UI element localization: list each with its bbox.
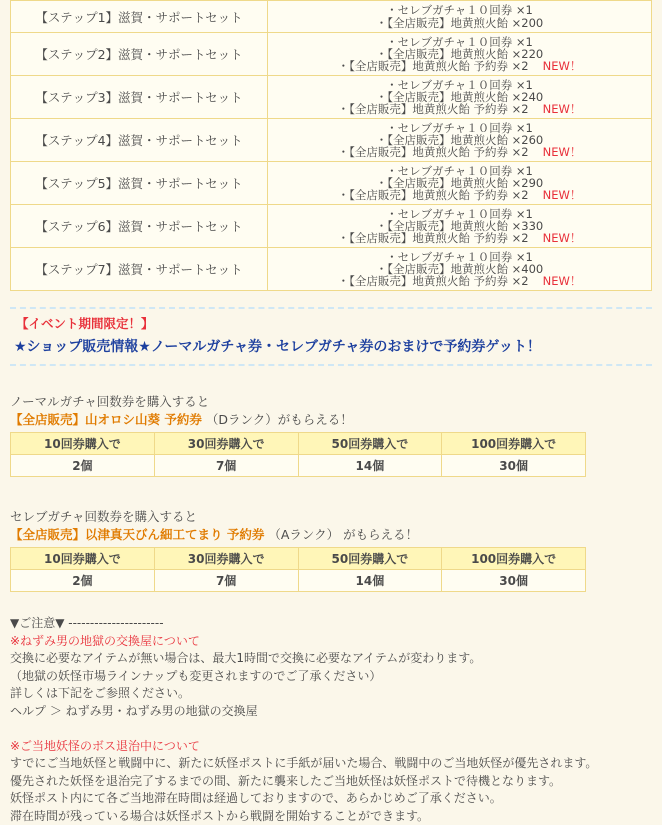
reward-text: ・【全店販売】地黄煎火飴 ×200 xyxy=(376,16,544,30)
reward-line xyxy=(268,17,651,29)
normal-gacha-section xyxy=(10,393,652,477)
page-content xyxy=(10,0,652,825)
reward-text: ・【全店販売】地黄煎火飴 ×220 xyxy=(376,47,544,61)
note-line: 滞在時間が残っている場合は妖怪ポストから戦闘を開始することができます。 xyxy=(10,808,652,825)
reward-text: ・【全店販売】地黄煎火飴 予約券 ×2 xyxy=(338,188,529,202)
reward-text: ・セレブガチャ１０回券 ×1 xyxy=(386,207,533,221)
reward-text: ・【全店販売】地黄煎火飴 予約券 ×2 xyxy=(338,145,529,159)
step-rewards xyxy=(268,76,652,119)
table-header-cell: 30回券購入で xyxy=(154,548,298,570)
normal-reward-rank: （Dランク）がもらえる！ xyxy=(206,412,353,427)
normal-purchase-table xyxy=(10,432,586,477)
normal-reward-item: 【全店販売】山オロシ山葵 予約券 xyxy=(10,412,202,427)
event-banner xyxy=(10,307,652,366)
table-header-cell: 100回券購入で xyxy=(442,433,586,455)
note-line: 妖怪ポスト内にて各ご当地滞在時間は経過しておりますので、あらかじめご了承ください。 xyxy=(10,790,652,808)
reward-line xyxy=(268,275,651,287)
table-row xyxy=(11,248,652,291)
reward-text: ・【全店販売】地黄煎火飴 予約券 ×2 xyxy=(338,274,529,288)
event-limited-label: 【イベント期間限定！】 xyxy=(10,309,652,334)
table-row xyxy=(11,1,652,33)
table-header-cell: 50回券購入で xyxy=(298,433,442,455)
new-badge: NEW！ xyxy=(543,102,582,116)
reward-line xyxy=(268,189,651,201)
table-header-cell: 10回券購入で xyxy=(11,433,155,455)
table-row xyxy=(11,76,652,119)
step-name: 【ステップ3】滋賀・サポートセット xyxy=(11,76,268,119)
reward-text: ・セレブガチャ１０回券 ×1 xyxy=(386,164,533,178)
celeb-purchase-table xyxy=(10,547,586,592)
celeb-reward-rank: （Aランク） がもらえる！ xyxy=(268,527,418,542)
reward-text: ・【全店販売】地黄煎火飴 予約券 ×2 xyxy=(338,59,529,73)
step-name: 【ステップ1】滋賀・サポートセット xyxy=(11,1,268,33)
celeb-reward-line xyxy=(10,526,652,544)
step-name: 【ステップ5】滋賀・サポートセット xyxy=(11,162,268,205)
step-set-table xyxy=(10,0,652,291)
celeb-gacha-section xyxy=(10,508,652,592)
new-badge: NEW！ xyxy=(543,145,582,159)
table-row xyxy=(11,33,652,76)
celeb-reward-item: 【全店販売】以津真天びん細工てまり 予約券 xyxy=(10,527,264,542)
reward-line xyxy=(268,146,651,158)
table-cell: 30個 xyxy=(442,570,586,592)
table-header-cell: 10回券購入で xyxy=(11,548,155,570)
reward-text: ・セレブガチャ１０回券 ×1 xyxy=(386,250,533,264)
normal-reward-line xyxy=(10,411,652,429)
step-name: 【ステップ2】滋賀・サポートセット xyxy=(11,33,268,76)
table-row xyxy=(11,205,652,248)
table-cell: 7個 xyxy=(154,570,298,592)
table-cell: 30個 xyxy=(442,455,586,477)
step-rewards xyxy=(268,162,652,205)
reward-text: ・【全店販売】地黄煎火飴 ×290 xyxy=(376,176,544,190)
table-cell: 2個 xyxy=(11,455,155,477)
reward-text: ・【全店販売】地黄煎火飴 ×240 xyxy=(376,90,544,104)
step-name: 【ステップ7】滋賀・サポートセット xyxy=(11,248,268,291)
reward-text: ・【全店販売】地黄煎火飴 ×260 xyxy=(376,133,544,147)
reward-text: ・【全店販売】地黄煎火飴 ×330 xyxy=(376,219,544,233)
step-rewards xyxy=(268,205,652,248)
reward-text: ・セレブガチャ１０回券 ×1 xyxy=(386,121,533,135)
note-line: （地獄の妖怪市場ラインナップも変更されますのでご了承ください） xyxy=(10,668,652,686)
reward-text: ・【全店販売】地黄煎火飴 ×400 xyxy=(376,262,544,276)
help-path: ヘルプ ＞ ねずみ男・ねずみ男の地獄の交換屋 xyxy=(10,703,652,721)
table-cell: 2個 xyxy=(11,570,155,592)
reward-text: ・【全店販売】地黄煎火飴 予約券 ×2 xyxy=(338,231,529,245)
step-name: 【ステップ6】滋賀・サポートセット xyxy=(11,205,268,248)
note-line: 詳しくは下記をご参照ください。 xyxy=(10,685,652,703)
step-rewards xyxy=(268,119,652,162)
table-header-cell: 100回券購入で xyxy=(442,548,586,570)
reward-line xyxy=(268,103,651,115)
reward-line xyxy=(268,60,651,72)
table-header-cell: 50回券購入で xyxy=(298,548,442,570)
reward-text: ・セレブガチャ１０回券 ×1 xyxy=(386,3,533,17)
notes-heading: ▼ご注意▼ ---------------------- xyxy=(10,615,652,633)
note-line: 優先された妖怪を退治完了するまでの間、新たに襲来したご当地妖怪は妖怪ポストで待機となります。 xyxy=(10,773,652,791)
table-cell: 14個 xyxy=(298,455,442,477)
notes-section xyxy=(10,615,652,825)
event-title: ★ショップ販売情報★ノーマルガチャ券・セレブガチャ券のおまけで予約券ゲット！ xyxy=(10,334,652,364)
new-badge: NEW！ xyxy=(543,231,582,245)
table-cell: 7個 xyxy=(154,455,298,477)
spacer xyxy=(10,720,652,738)
normal-intro: ノーマルガチャ回数券を購入すると xyxy=(10,393,652,411)
divider xyxy=(10,364,652,366)
step-rewards xyxy=(268,248,652,291)
note-line: すでにご当地妖怪と戦闘中に、新たに妖怪ポストに手紙が届いた場合、戦闘中のご当地妖怪が優先されます。 xyxy=(10,755,652,773)
new-badge: NEW！ xyxy=(543,274,582,288)
exchange-note-title: ※ねずみ男の地獄の交換屋について xyxy=(10,633,652,651)
new-badge: NEW！ xyxy=(543,188,582,202)
reward-line xyxy=(268,232,651,244)
table-header-cell: 30回券購入で xyxy=(154,433,298,455)
table-row xyxy=(11,119,652,162)
note-line: 交換に必要なアイテムが無い場合は、最大1時間で交換に必要なアイテムが変わります。 xyxy=(10,650,652,668)
new-badge: NEW！ xyxy=(543,59,582,73)
reward-text: ・【全店販売】地黄煎火飴 予約券 ×2 xyxy=(338,102,529,116)
table-row xyxy=(11,162,652,205)
reward-text: ・セレブガチャ１０回券 ×1 xyxy=(386,35,533,49)
reward-text: ・セレブガチャ１０回券 ×1 xyxy=(386,78,533,92)
step-rewards xyxy=(268,33,652,76)
celeb-intro: セレブガチャ回数券を購入すると xyxy=(10,508,652,526)
step-name: 【ステップ4】滋賀・サポートセット xyxy=(11,119,268,162)
step-rewards xyxy=(268,1,652,33)
table-cell: 14個 xyxy=(298,570,442,592)
boss-note-title: ※ご当地妖怪のボス退治中について xyxy=(10,738,652,756)
